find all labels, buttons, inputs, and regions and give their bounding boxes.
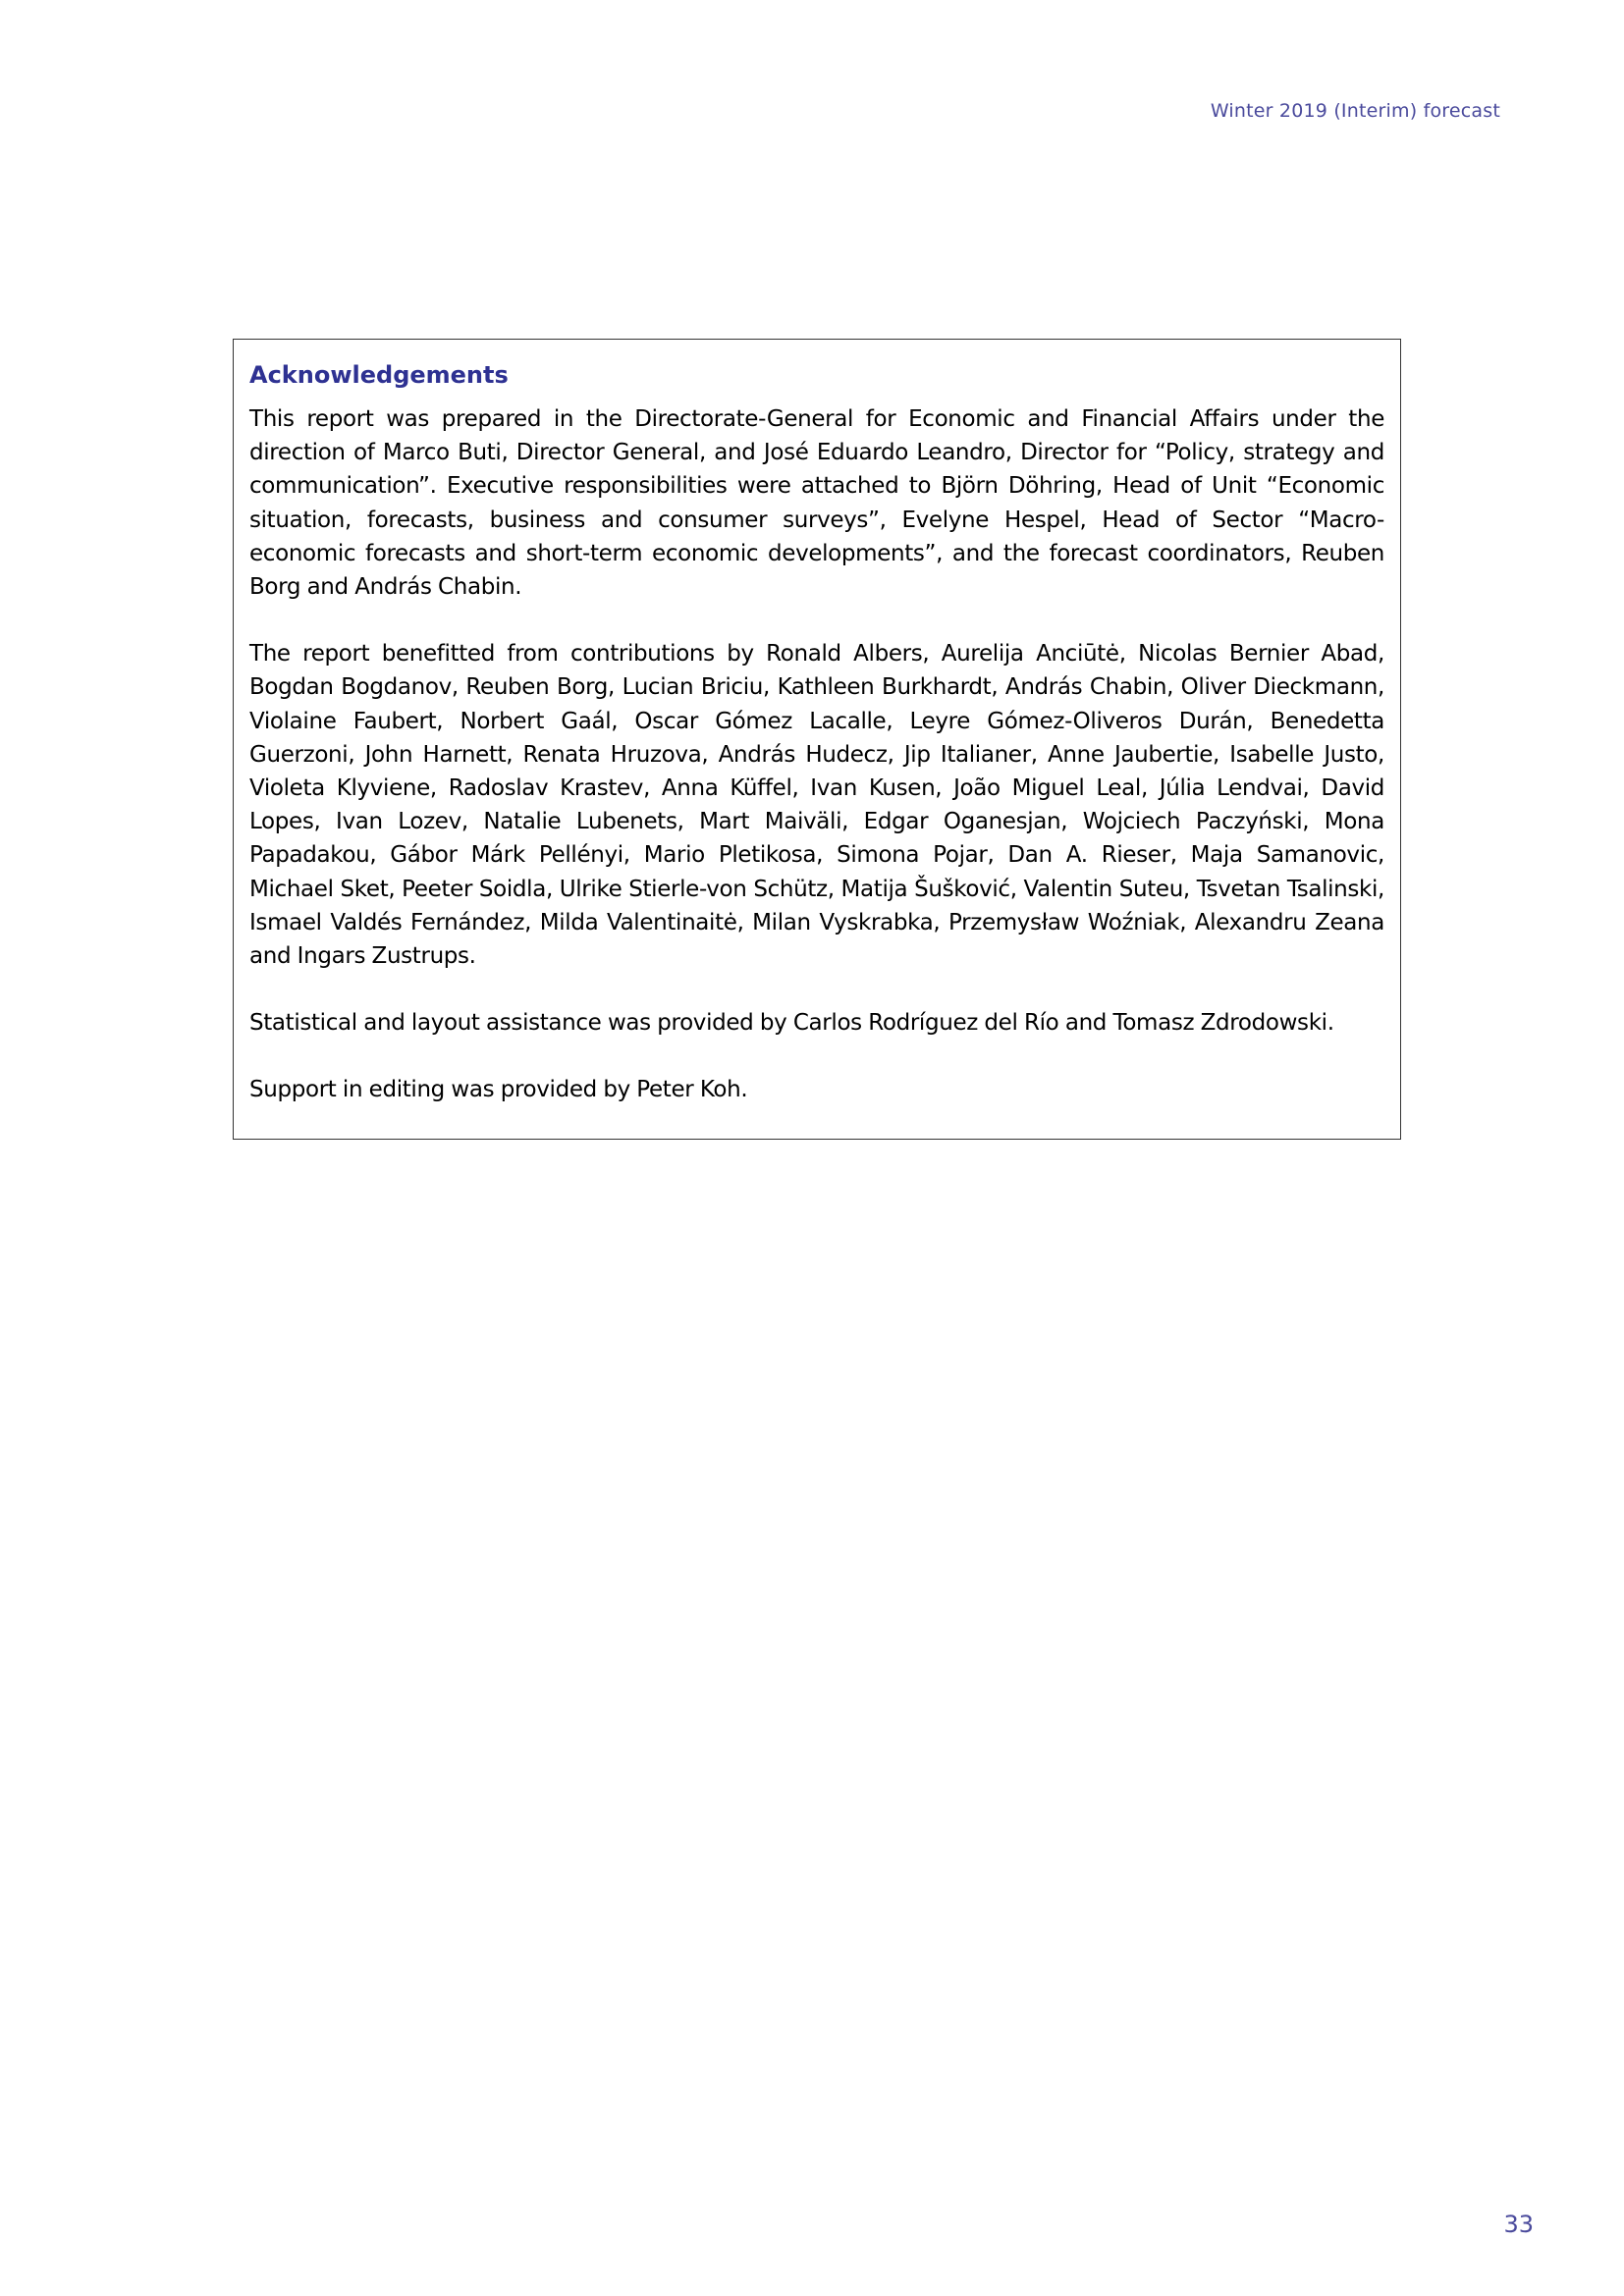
acknowledgements-paragraph-preparation: This report was prepared in the Directorate-General for Economic and Financial Affairs under the direction of Marco Buti, Director General, and José Eduardo Leandro, Director for “Policy, strategy and communication”. Executive responsibilities were attached to Björn Döhring, Head of Unit “Economic situation, forecasts, business and consumer surveys”, Evelyne Hespel, Head of Sector “Macro-economic forecasts and short-term economic developments”, and the forecast coordinators, Reuben Borg and András Chabin. [249, 406, 1384, 601]
acknowledgements-box [233, 339, 1401, 1140]
acknowledgements-paragraph-contributors: The report benefitted from contributions by Ronald Albers, Aurelija Anciūtė, Nicolas Bernier Abad, Bogdan Bogdanov, Reuben Borg, Lucian Briciu, Kathleen Burkhardt, András Chabin, Oliver Dieckmann, Violaine Faubert, Norbert Gaál, Oscar Gómez Lacalle, Leyre Gómez-Oliveros Durán, Benedetta Guerzoni, John Harnett, Renata Hruzova, András Hudecz, Jip Italianer, Anne Jaubertie, Isabelle Justo, Violeta Klyviene, Radoslav Krastev, Anna Küffel, Ivan Kusen, João Miguel Leal, Júlia Lendvai, David Lopes, Ivan Lozev, Natalie Lubenets, Mart Maiväli, Edgar Oganesjan, Wojciech Paczyński, Mona Papadakou, Gábor Márk Pellényi, Mario Pletikosa, Simona Pojar, Dan A. Rieser, Maja Samanovic, Michael Sket, Peeter Soidla, Ulrike Stierle-von Schütz, Matija Šušković, Valentin Suteu, Tsvetan Tsalinski, Ismael Valdés Fernández, Milda Valentinaitė, Milan Vyskrabka, Przemysław Woźniak, Alexandru Zeana and Ingars Zustrups. [249, 641, 1384, 970]
acknowledgements-paragraph-statistical-assistance: Statistical and layout assistance was provided by Carlos Rodríguez del Río and Tomasz Zdrodowski. [249, 1010, 1334, 1037]
page-number: 33 [1503, 2211, 1534, 2238]
acknowledgements-paragraph-editing-support: Support in editing was provided by Peter Koh. [249, 1077, 748, 1103]
acknowledgements-title: Acknowledgements [249, 361, 509, 389]
running-header-title: Winter 2019 (Interim) forecast [1210, 100, 1500, 122]
